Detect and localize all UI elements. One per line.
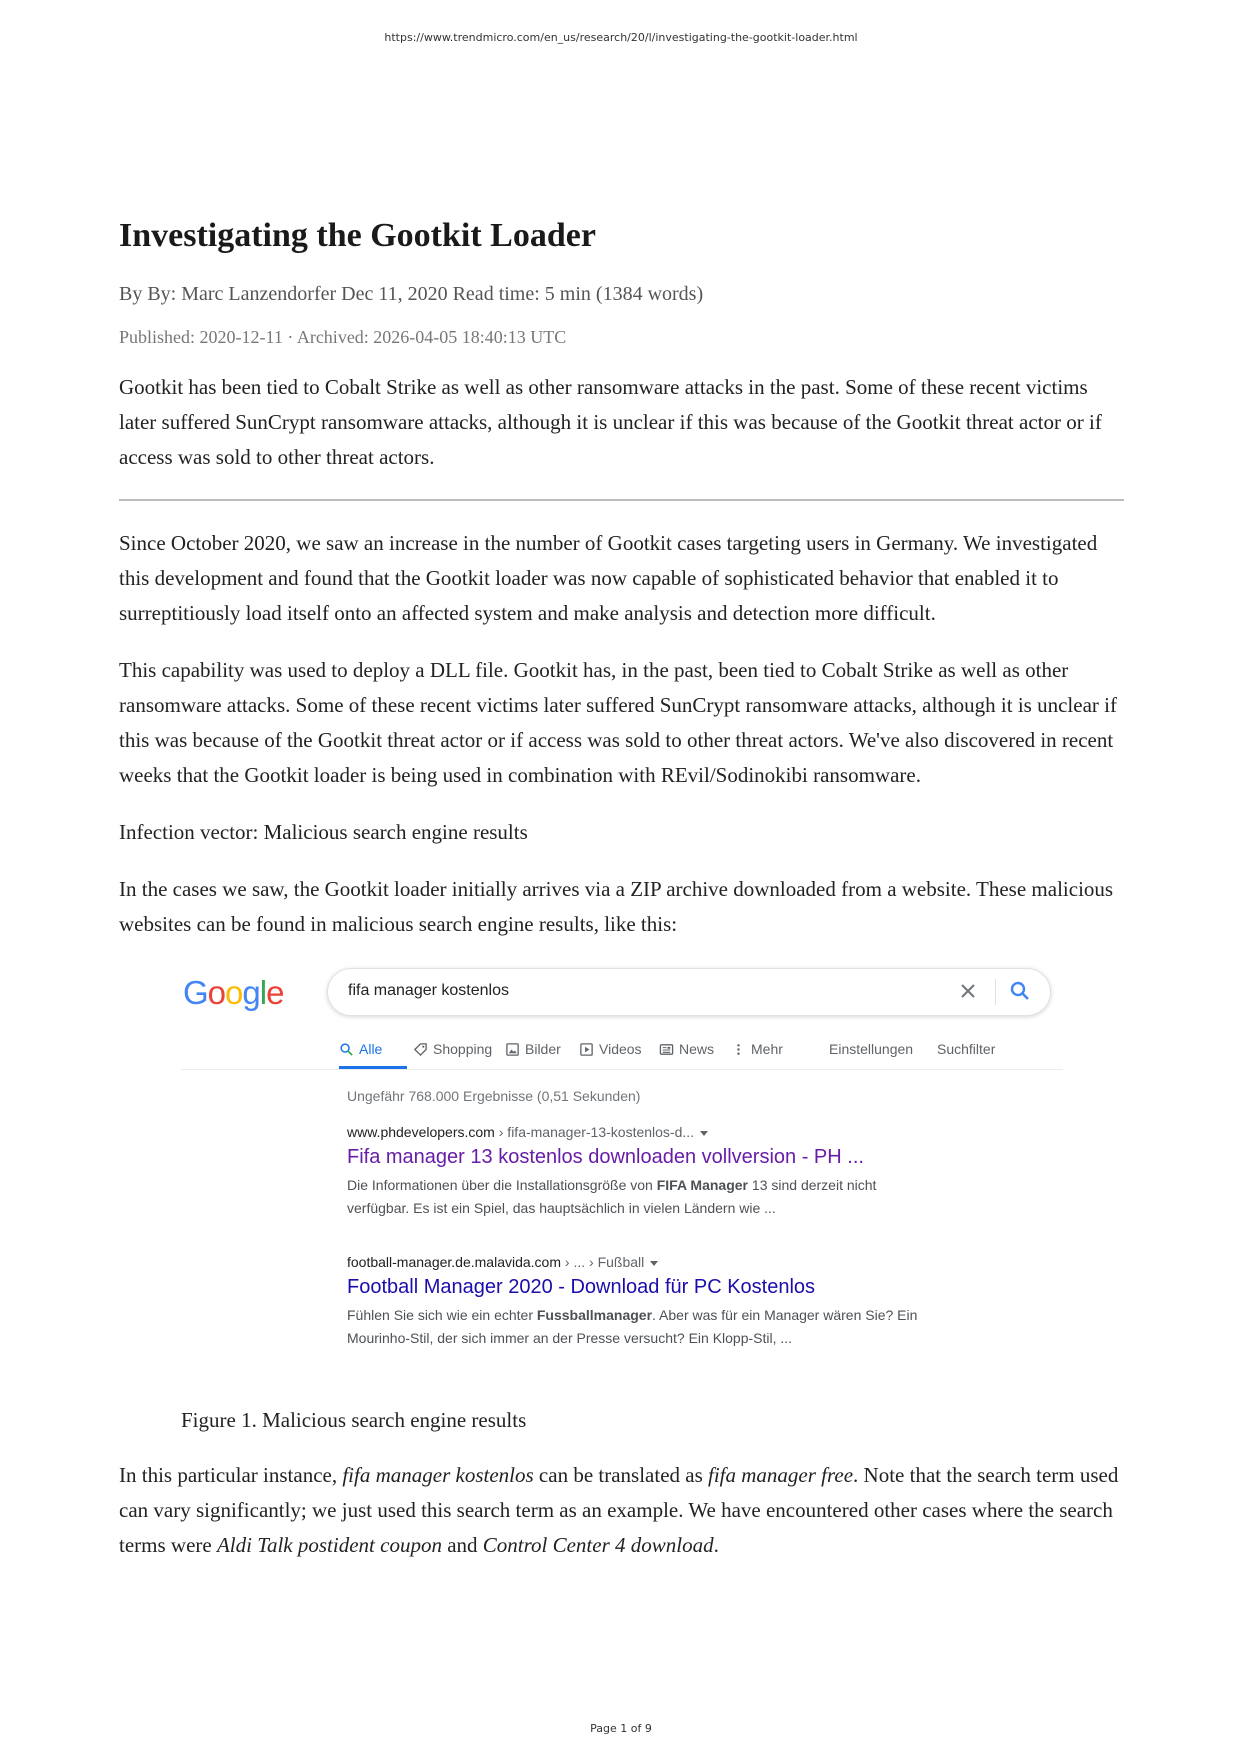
snippet-text: . Aber was für ein Manager wären Sie? Ein bbox=[652, 1307, 918, 1323]
tab-label: News bbox=[679, 1041, 715, 1057]
logo-letter: o bbox=[207, 974, 226, 1011]
paragraph: Since October 2020, we saw an increase in the number of Gootkit cases targeting users in Germany. We investigated this development and found that the Gootkit loader was now capable of sophisticated behavior that enabled it to surreptitiously load itself onto an affected system and make analysis and detection more difficult. bbox=[119, 531, 1098, 625]
snippet-text: verfügbar. Es ist ein Spiel, das hauptsächlich in vielen Ländern wie ... bbox=[347, 1200, 776, 1216]
search-result bbox=[347, 1254, 987, 1350]
italic-term: fifa manager kostenlos bbox=[342, 1463, 534, 1487]
tab-einstellungen[interactable] bbox=[829, 1041, 913, 1057]
text-run: . bbox=[713, 1533, 719, 1557]
result-stats: Ungefähr 768.000 Ergebnisse (0,51 Sekunden) bbox=[347, 1088, 641, 1104]
italic-term: Aldi Talk postident coupon bbox=[216, 1533, 442, 1557]
result-breadcrumb: › ... › Fußball bbox=[561, 1254, 645, 1270]
search-icon[interactable] bbox=[1008, 979, 1032, 1003]
page-url: https://www.trendmicro.com/en_us/research/20/l/investigating-the-gootkit-loader.html bbox=[384, 31, 858, 44]
snippet-text: Mourinho-Stil, der sich immer an der Presse versucht? Ein Klopp-Stil, ... bbox=[347, 1330, 793, 1346]
paragraph: In the cases we saw, the Gootkit loader initially arrives via a ZIP archive downloaded from a website. These malicious websites can be found in malicious search engine results, like this: bbox=[119, 877, 1114, 936]
section-heading: Infection vector: Malicious search engine results bbox=[119, 820, 528, 844]
paragraph: This capability was used to deploy a DLL file. Gootkit has, in the past, been tied to Cobalt Strike as well as other ransomware attacks. Some of these recent victims later suffered SunCrypt ransomware attacks, although it is unclear if this was because of the Gootkit threat actor or if access was sold to other threat actors. We've also discovered in recent weeks that the Gootkit loader is being used in combination with REvil/Sodinokibi ransomware. bbox=[119, 658, 1117, 787]
caret-down-icon[interactable] bbox=[700, 1131, 708, 1136]
search-icon bbox=[339, 1042, 354, 1057]
logo-letter: G bbox=[183, 974, 208, 1011]
result-url[interactable] bbox=[347, 1254, 987, 1270]
snippet-highlight: Fussballmanager bbox=[536, 1307, 653, 1323]
article-title: Investigating the Gootkit Loader bbox=[119, 217, 596, 254]
logo-letter: g bbox=[242, 974, 260, 1011]
text-run: . Note that the search term used can vary significantly; we just used this search term as an example. We have encountered other cases where the search terms were bbox=[119, 1463, 1119, 1557]
tabs-divider bbox=[181, 1069, 1063, 1070]
logo-letter: o bbox=[225, 974, 243, 1011]
snippet-highlight: FIFA Manager bbox=[656, 1177, 749, 1193]
text-run: In this particular instance, bbox=[119, 1463, 343, 1487]
search-input[interactable] bbox=[327, 968, 1051, 1016]
tab-videos[interactable] bbox=[579, 1041, 642, 1057]
result-title-link[interactable]: Football Manager 2020 - Download für PC Kostenlos bbox=[347, 1276, 816, 1298]
result-breadcrumb: › fifa-manager-13-kostenlos-d... bbox=[494, 1124, 695, 1140]
lead-paragraph: Gootkit has been tied to Cobalt Strike as well as other ransomware attacks in the past. Some of these recent victims later suffered SunCrypt ransomware attacks, although it is unclear if this was because of the Gootkit threat actor or if access was sold to other threat actors. bbox=[119, 375, 1102, 469]
tab-label: Mehr bbox=[751, 1041, 783, 1057]
tab-label: Shopping bbox=[433, 1041, 493, 1057]
search-result bbox=[347, 1124, 987, 1220]
tab-suchfilter[interactable] bbox=[937, 1041, 995, 1057]
caret-down-icon[interactable] bbox=[650, 1261, 658, 1266]
result-snippet bbox=[347, 1174, 987, 1220]
tab-label: Suchfilter bbox=[937, 1041, 996, 1057]
image-icon bbox=[505, 1042, 520, 1057]
tab-label: Einstellungen bbox=[829, 1041, 914, 1057]
search-box-divider bbox=[995, 979, 996, 1005]
text-run: and bbox=[441, 1533, 483, 1557]
google-logo[interactable] bbox=[183, 974, 283, 1012]
search-tabs bbox=[327, 1028, 1047, 1068]
result-snippet bbox=[347, 1304, 987, 1350]
text-run: can be translated as bbox=[533, 1463, 709, 1487]
search-query: fifa manager kostenlos bbox=[348, 982, 509, 999]
snippet-text: 13 sind derzeit nicht bbox=[748, 1177, 877, 1193]
tab-label: Videos bbox=[599, 1041, 642, 1057]
italic-term: Control Center 4 download bbox=[482, 1533, 714, 1557]
result-site: football-manager.de.malavida.com bbox=[347, 1254, 562, 1270]
divider bbox=[119, 499, 1124, 501]
close-icon[interactable] bbox=[956, 979, 980, 1003]
paragraph bbox=[119, 1458, 1124, 1563]
result-site: www.phdevelopers.com bbox=[347, 1124, 495, 1140]
more-vert-icon bbox=[731, 1042, 746, 1057]
figure-search-results bbox=[181, 968, 1063, 1376]
result-url[interactable] bbox=[347, 1124, 987, 1140]
byline: By By: Marc Lanzendorfer Dec 11, 2020 Read time: 5 min (1384 words) bbox=[119, 283, 704, 305]
tab-label: Alle bbox=[359, 1041, 383, 1057]
tab-shopping[interactable] bbox=[413, 1041, 492, 1057]
italic-term: fifa manager free bbox=[708, 1463, 854, 1487]
logo-letter: l bbox=[259, 974, 267, 1011]
logo-letter: e bbox=[266, 974, 284, 1011]
snippet-text: Fühlen Sie sich wie ein echter bbox=[347, 1307, 537, 1323]
tab-mehr[interactable] bbox=[731, 1041, 783, 1057]
tab-news[interactable] bbox=[659, 1041, 714, 1057]
publish-meta: Published: 2020-12-11 · Archived: 2026-04-05 18:40:13 UTC bbox=[119, 327, 567, 347]
article bbox=[119, 212, 1124, 1563]
video-icon bbox=[579, 1042, 594, 1057]
tab-bilder[interactable] bbox=[505, 1041, 561, 1057]
figure-caption: Figure 1. Malicious search engine results bbox=[181, 1408, 527, 1432]
snippet-text: Die Informationen über die Installationsgröße von bbox=[347, 1177, 657, 1193]
tag-icon bbox=[413, 1042, 428, 1057]
news-icon bbox=[659, 1042, 674, 1057]
result-title-link[interactable]: Fifa manager 13 kostenlos downloaden vollversion - PH ... bbox=[347, 1146, 864, 1168]
tab-label: Bilder bbox=[525, 1041, 561, 1057]
tab-alle[interactable] bbox=[339, 1041, 382, 1057]
page-number: Page 1 of 9 bbox=[590, 1722, 652, 1735]
